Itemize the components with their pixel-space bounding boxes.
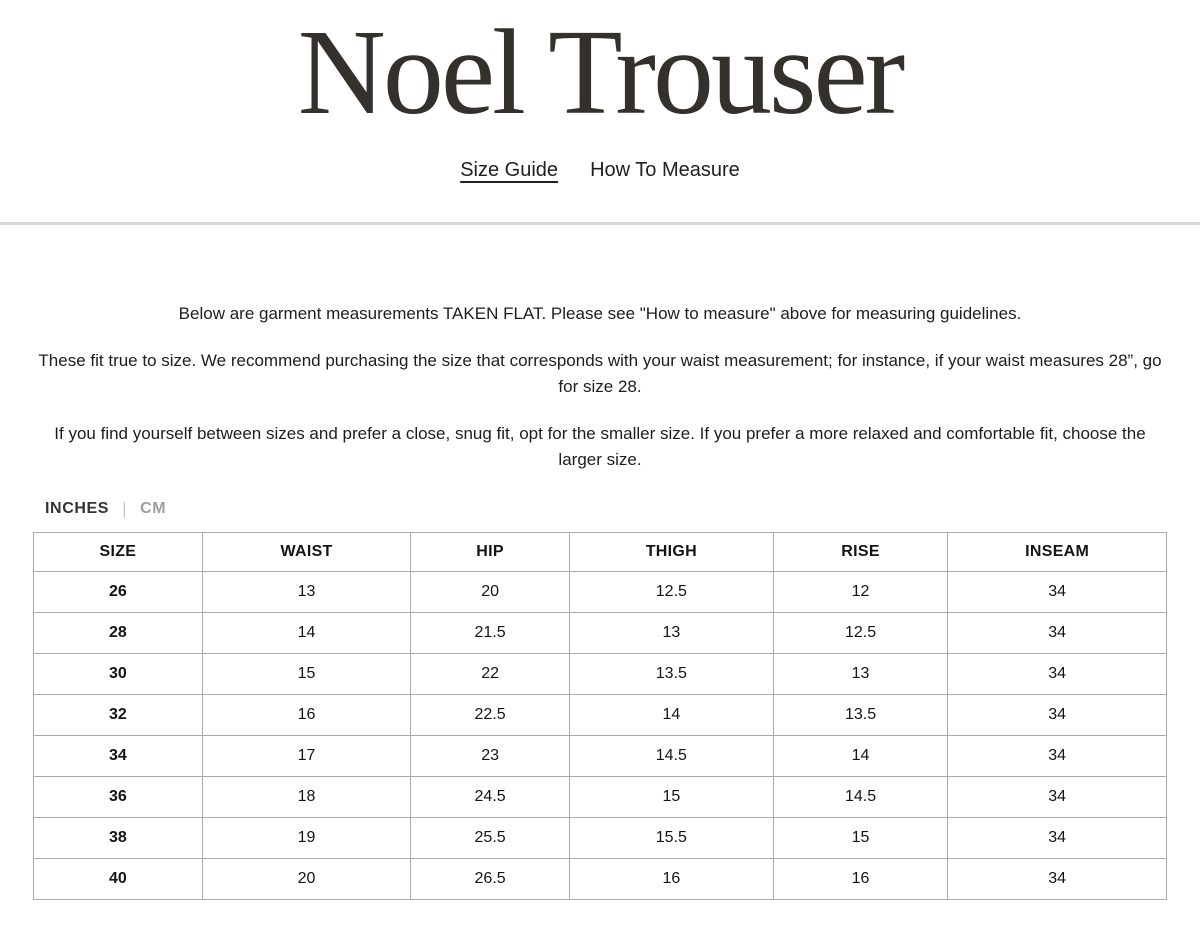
size-table-body xyxy=(34,571,1167,899)
size-cell: 40 xyxy=(34,858,203,899)
measurement-cell: 34 xyxy=(948,653,1167,694)
size-cell: 30 xyxy=(34,653,203,694)
intro-paragraph-between-sizes: If you find yourself between sizes and prefer a close, snug fit, opt for the smaller size. If you prefer a more relaxed and comfortable fit, choose the larger size. xyxy=(54,423,1146,469)
unit-separator: | xyxy=(122,498,128,518)
table-row xyxy=(34,735,1167,776)
main-content xyxy=(0,301,1200,900)
table-row xyxy=(34,776,1167,817)
intro-paragraph-fit: These fit true to size. We recommend purchasing the size that corresponds with your waist measurement; for instance, if your waist measures 28”, go for size 28. xyxy=(38,350,1162,396)
measurement-cell: 16 xyxy=(202,694,410,735)
measurement-cell: 14.5 xyxy=(569,735,773,776)
intro-paragraph-measurements: Below are garment measurements TAKEN FLAT. Please see "How to measure" above for measuring guidelines. xyxy=(178,303,1022,323)
size-cell: 32 xyxy=(34,694,203,735)
size-cell: 26 xyxy=(34,571,203,612)
column-header: INSEAM xyxy=(948,532,1167,571)
measurement-cell: 23 xyxy=(411,735,570,776)
measurement-cell: 15 xyxy=(569,776,773,817)
measurement-cell: 16 xyxy=(569,858,773,899)
measurement-cell: 34 xyxy=(948,735,1167,776)
measurement-cell: 15 xyxy=(773,817,947,858)
column-header: THIGH xyxy=(569,532,773,571)
unit-inches-button[interactable]: INCHES xyxy=(45,499,110,517)
measurement-cell: 14 xyxy=(773,735,947,776)
unit-toggle xyxy=(33,499,1167,519)
column-header: HIP xyxy=(411,532,570,571)
size-cell: 34 xyxy=(34,735,203,776)
tab-how-to-measure[interactable]: How To Measure xyxy=(590,158,740,181)
measurement-cell: 22 xyxy=(411,653,570,694)
measurement-cell: 12.5 xyxy=(569,571,773,612)
unit-cm-button[interactable]: CM xyxy=(140,499,167,517)
intro-text xyxy=(33,301,1167,473)
measurement-cell: 34 xyxy=(948,612,1167,653)
measurement-cell: 14 xyxy=(202,612,410,653)
table-row xyxy=(34,694,1167,735)
measurement-cell: 34 xyxy=(948,694,1167,735)
measurement-cell: 12.5 xyxy=(773,612,947,653)
size-cell: 38 xyxy=(34,817,203,858)
measurement-cell: 18 xyxy=(202,776,410,817)
size-cell: 36 xyxy=(34,776,203,817)
table-row xyxy=(34,653,1167,694)
measurement-cell: 34 xyxy=(948,776,1167,817)
measurement-cell: 13.5 xyxy=(773,694,947,735)
measurement-cell: 15 xyxy=(202,653,410,694)
measurement-cell: 20 xyxy=(411,571,570,612)
measurement-cell: 24.5 xyxy=(411,776,570,817)
measurement-cell: 34 xyxy=(948,858,1167,899)
header xyxy=(0,0,1200,225)
measurement-cell: 14.5 xyxy=(773,776,947,817)
measurement-cell: 20 xyxy=(202,858,410,899)
measurement-cell: 25.5 xyxy=(411,817,570,858)
measurement-cell: 13.5 xyxy=(569,653,773,694)
measurement-cell: 13 xyxy=(202,571,410,612)
measurement-cell: 34 xyxy=(948,817,1167,858)
table-row xyxy=(34,817,1167,858)
size-chart-table xyxy=(33,532,1167,900)
measurement-cell: 34 xyxy=(948,571,1167,612)
table-row xyxy=(34,571,1167,612)
header-divider xyxy=(0,222,1200,225)
measurement-cell: 17 xyxy=(202,735,410,776)
measurement-cell: 21.5 xyxy=(411,612,570,653)
measurement-cell: 22.5 xyxy=(411,694,570,735)
measurement-cell: 26.5 xyxy=(411,858,570,899)
measurement-cell: 13 xyxy=(569,612,773,653)
measurement-cell: 12 xyxy=(773,571,947,612)
measurement-cell: 19 xyxy=(202,817,410,858)
measurement-cell: 14 xyxy=(569,694,773,735)
page-title: Noel Trouser xyxy=(297,5,903,140)
column-header: RISE xyxy=(773,532,947,571)
measurement-cell: 13 xyxy=(773,653,947,694)
table-row xyxy=(34,612,1167,653)
measurement-cell: 16 xyxy=(773,858,947,899)
table-row xyxy=(34,858,1167,899)
tab-bar xyxy=(0,159,1200,182)
column-header: WAIST xyxy=(202,532,410,571)
size-cell: 28 xyxy=(34,612,203,653)
tab-size-guide[interactable]: Size Guide xyxy=(460,158,559,181)
size-table-header-row xyxy=(34,532,1167,571)
column-header: SIZE xyxy=(34,532,203,571)
measurement-cell: 15.5 xyxy=(569,817,773,858)
